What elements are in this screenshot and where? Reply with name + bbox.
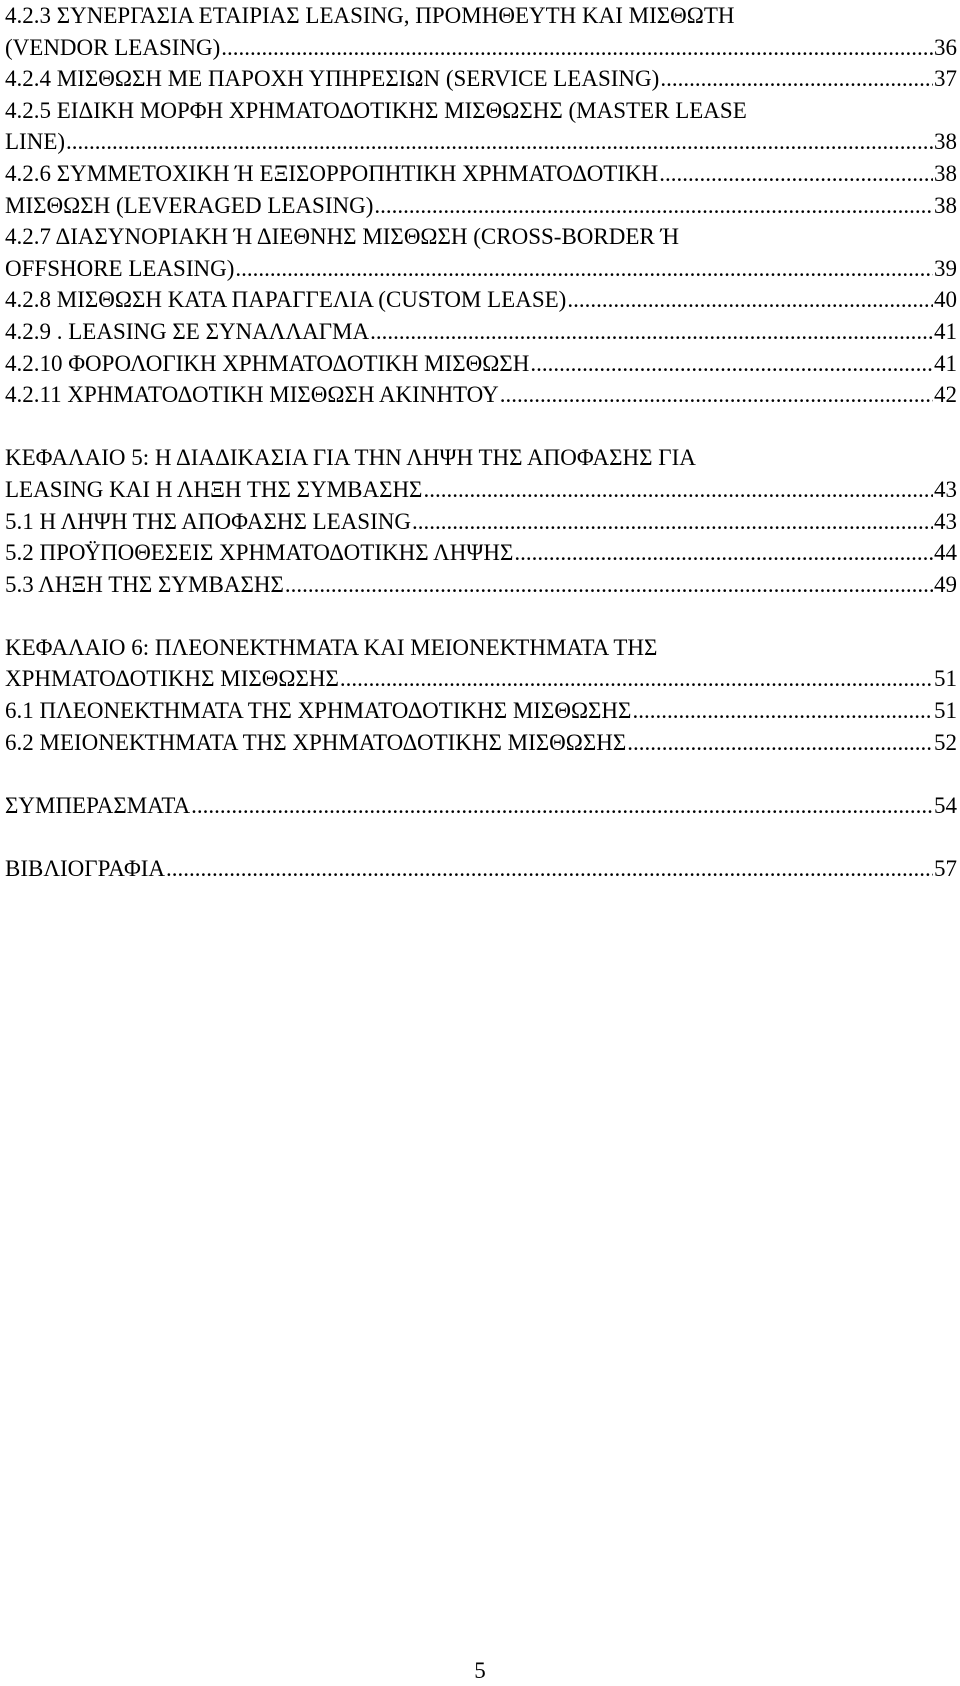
toc-line [5,632,957,664]
toc-page-number: 51 [934,698,957,724]
toc-page-number: 42 [934,382,957,408]
toc-page-number: 51 [934,666,957,692]
toc-entry[interactable] [5,474,957,506]
toc-entry-text: 4.2.5 ΕΙΔΙΚΗ ΜΟΡΦΗ ΧΡΗΜΑΤΟΔΟΤΙΚΗΣ ΜΙΣΘΩΣΗΣ (MASTER LEASE [5,97,747,123]
toc-line [5,95,957,127]
dot-leader [285,569,933,601]
spacer [5,600,957,632]
toc-entry-text: ΧΡΗΜΑΤΟΔΟΤΙΚΗΣ ΜΙΣΘΩΣΗΣ [5,666,339,692]
dot-leader [340,663,933,695]
toc-entry-text: 5.2 ΠΡΟΫΠΟΘΕΣΕΙΣ ΧΡΗΜΑΤΟΔΟΤΙΚΗΣ ΛΗΨΗΣ [5,540,514,566]
toc-page-number: 40 [934,287,957,313]
toc-entry[interactable] [5,506,957,538]
toc-page-number: 36 [934,34,957,60]
toc-entry-text: 4.2.4 ΜΙΣΘΩΣΗ ΜΕ ΠΑΡΟΧΗ ΥΠΗΡΕΣΙΩΝ (SERVICE LEASING) [5,66,660,92]
toc-entry-text: 4.2.10 ΦΟΡΟΛΟΓΙΚΗ ΧΡΗΜΑΤΟΔΟΤΙΚΗ ΜΙΣΘΩΣΗ [5,350,530,376]
toc-entry-text: OFFSHORE LEASING) [5,255,235,281]
dot-leader [166,853,933,885]
toc-entry[interactable] [5,316,957,348]
toc-page-number: 39 [934,255,957,281]
toc-page-number: 38 [934,129,957,155]
toc-page-number: 38 [934,192,957,218]
toc-page-number: 37 [934,66,957,92]
toc-entry[interactable] [5,537,957,569]
toc-entry-text: LINE) [5,129,66,155]
toc-page-number: 57 [934,856,957,882]
dot-leader [659,158,933,190]
toc-entry[interactable] [5,663,957,695]
toc-page-number: 43 [934,508,957,534]
toc-line [5,442,957,474]
toc-entry-text: 5.3 ΛΗΞΗ ΤΗΣ ΣΥΜΒΑΣΗΣ [5,571,284,597]
toc-entry-text: LEASING ΚΑΙ Η ΛΗΞΗ ΤΗΣ ΣΥΜΒΑΣΗΣ [5,476,423,502]
toc-entry-text: ΣΥΜΠΕΡΑΣΜΑΤΑ [5,792,191,818]
spacer [5,821,957,853]
toc-page-number: 41 [934,350,957,376]
toc-entry[interactable] [5,158,957,190]
toc-line [5,0,957,32]
toc-page-number: 49 [934,571,957,597]
dot-leader [514,537,933,569]
toc-entry-text: 5.1 Η ΛΗΨΗ ΤΗΣ ΑΠΟΦΑΣΗΣ LEASING [5,508,411,534]
toc-entry-text: 4.2.6 ΣΥΜΜΕΤΟΧΙΚΗ Ή ΕΞΙΣΟΡΡΟΠΗΤΙΚΗ ΧΡΗΜΑΤΟΔΟΤΙΚΗ [5,160,659,186]
dot-leader [370,316,933,348]
dot-leader [423,474,933,506]
toc-entry[interactable] [5,853,957,885]
toc-entry[interactable] [5,253,957,285]
dot-leader [374,190,933,222]
toc-entry-text: ΒΙΒΛΙΟΓΡΑΦΙΑ [5,856,166,882]
dot-leader [191,790,933,822]
toc-entry[interactable] [5,790,957,822]
toc-entry[interactable] [5,695,957,727]
dot-leader [500,379,933,411]
toc-entry[interactable] [5,379,957,411]
toc-entry[interactable] [5,727,957,759]
toc-entry[interactable] [5,63,957,95]
spacer [5,411,957,443]
dot-leader [530,348,933,380]
toc-entry-text: 4.2.3 ΣΥΝΕΡΓΑΣΙΑ ΕΤΑΙΡΙΑΣ LEASING, ΠΡΟΜΗΘΕΥΤΗ ΚΑΙ ΜΙΣΘΩΤΗ [5,3,735,28]
toc-entry[interactable] [5,284,957,316]
chapter-heading: ΚΕΦΑΛΑΙΟ 5: Η ΔΙΑΔΙΚΑΣΙΑ ΓΙΑ ΤΗΝ ΛΗΨΗ ΤΗΣ ΑΠΟΦΑΣΗΣ ΓΙΑ [5,445,696,471]
dot-leader [221,32,933,64]
toc-entry-text: 4.2.9 . LEASING ΣΕ ΣΥΝΑΛΛΑΓΜΑ [5,318,370,344]
toc-entry-text: 6.1 ΠΛΕΟΝΕΚΤΗΜΑΤΑ ΤΗΣ ΧΡΗΜΑΤΟΔΟΤΙΚΗΣ ΜΙΣΘΩΣΗΣ [5,698,632,724]
toc-page-number: 52 [934,729,957,755]
toc-entry[interactable] [5,190,957,222]
dot-leader [567,284,933,316]
dot-leader [235,253,933,285]
toc-entry[interactable] [5,32,957,64]
toc-line [5,221,957,253]
toc-page-number: 41 [934,318,957,344]
dot-leader [412,506,933,538]
toc-entry-text: 4.2.7 ΔΙΑΣΥΝΟΡΙΑΚΗ Ή ΔΙΕΘΝΗΣ ΜΙΣΘΩΣΗ (CROSS-BORDER Ή [5,224,680,250]
toc-entry[interactable] [5,126,957,158]
toc-page-number: 54 [934,792,957,818]
toc-entry-text: 4.2.8 ΜΙΣΘΩΣΗ ΚΑΤΑ ΠΑΡΑΓΓΕΛΙΑ (CUSTOM LEASE) [5,287,567,313]
dot-leader [66,126,933,158]
toc-entry-text: 4.2.11 ΧΡΗΜΑΤΟΔΟΤΙΚΗ ΜΙΣΘΩΣΗ ΑΚΙΝΗΤΟΥ [5,382,499,408]
toc-entry-text: (VENDOR LEASING) [5,34,221,60]
toc-entry[interactable] [5,569,957,601]
toc-entry-text: ΜΙΣΘΩΣΗ (LEVERAGED LEASING) [5,192,374,218]
spacer [5,758,957,790]
toc-page-number: 43 [934,476,957,502]
dot-leader [632,695,933,727]
dot-leader [627,727,933,759]
chapter-heading: ΚΕΦΑΛΑΙΟ 6: ΠΛΕΟΝΕΚΤΗΜΑΤΑ ΚΑΙ ΜΕΙΟΝΕΚΤΗΜΑΤΑ ΤΗΣ [5,634,658,660]
page-number: 5 [474,1658,486,1683]
toc-page-number: 38 [934,160,957,186]
toc-page-number: 44 [934,540,957,566]
dot-leader [660,63,933,95]
table-of-contents [5,0,957,885]
toc-entry-text: 6.2 ΜΕΙΟΝΕΚΤΗΜΑΤΑ ΤΗΣ ΧΡΗΜΑΤΟΔΟΤΙΚΗΣ ΜΙΣΘΩΣΗΣ [5,729,627,755]
toc-entry[interactable] [5,348,957,380]
